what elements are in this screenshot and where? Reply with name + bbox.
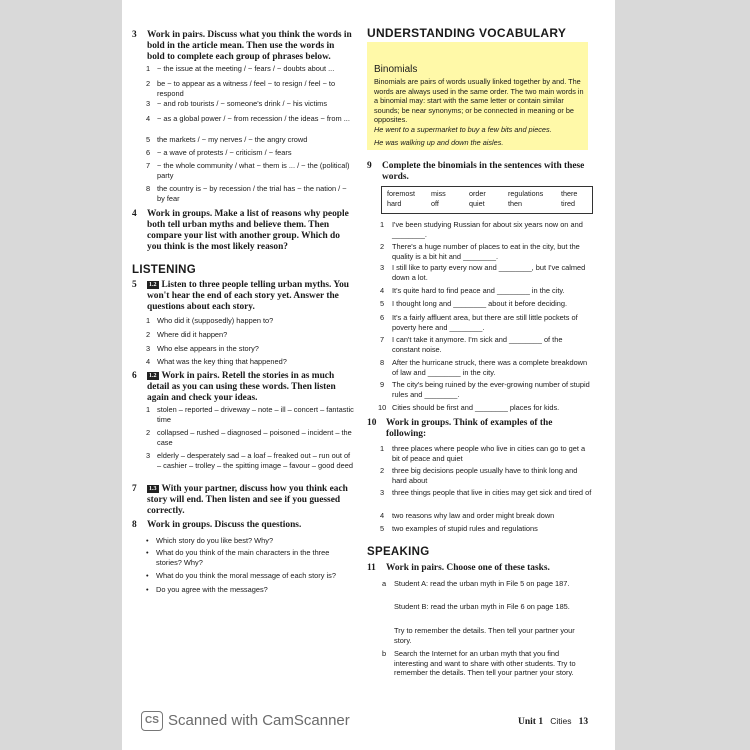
question-number: 9 — [367, 161, 372, 171]
question-9 — [367, 161, 589, 183]
task-a: a Student A: read the urban myth in File 5 on page 187. — [382, 579, 570, 588]
question-text: Work in groups. Discuss the questions. — [147, 520, 302, 530]
question-text: Listen to three people telling urban myths. You won't hear the end of each story yet. Answer the questions about each story. — [147, 280, 350, 312]
list-item: 4 two reasons why law and order might break down — [380, 511, 555, 520]
word: quiet — [469, 199, 485, 208]
question-6 — [132, 371, 354, 404]
list-item: 5 two examples of stupid rules and regulations — [380, 524, 538, 533]
speaking-heading: SPEAKING — [367, 546, 430, 558]
word-box — [381, 186, 593, 214]
binomials-text: Binomials are pairs of words usually linked together by and. The words are always used in the same order. The two main words in a binomial may: start with the same letter or contain similar sounds; be near synonyms; or be connected in meaning or be opposites. — [374, 77, 584, 125]
list-item: 8 After the hurricane struck, there was a complete breakdown of law and ________ in the city. — [380, 358, 588, 377]
question-number: 10 — [367, 418, 377, 428]
list-item: 2 be ~ to appear as a witness / feel ~ to resign / feel ~ to respond — [146, 79, 336, 98]
question-number: 5 — [132, 280, 137, 290]
word: order — [469, 189, 486, 198]
list-item: 2 Where did it happen? — [146, 330, 228, 339]
list-item: 1 three places where people who live in cities can go to get a bit of peace and quiet — [380, 444, 586, 463]
question-10 — [367, 418, 589, 440]
list-item: 2 collapsed – rushed – diagnosed – poisoned – incident – the case — [146, 428, 352, 447]
task-a-note: Try to remember the details. Then tell your partner your story. — [394, 626, 575, 645]
list-item: 3 elderly – desperately sad – a loaf – freaked out – run out of – cashier – trolley – the spitting image – favour – good deed — [146, 451, 353, 470]
binomials-title: Binomials — [374, 64, 418, 75]
word: foremost — [387, 189, 415, 198]
list-item: 4 It's quite hard to find peace and ________ in the city. — [380, 286, 565, 295]
list-item: 7 ~ the whole community / what ~ them is ... / ~ the (political) party — [146, 161, 350, 180]
question-number: 7 — [132, 484, 137, 494]
audio-track-icon: 1.2 — [149, 372, 157, 379]
unit-title: Cities — [550, 716, 572, 726]
task-b: b Search the Internet for an urban myth that you find interesting and want to share with other students. Try to remember the details. Then tell your partner your story. — [382, 649, 576, 678]
word: tired — [561, 199, 575, 208]
list-item: 3 ~ and rob tourists / ~ someone's drink / ~ his victims — [146, 99, 328, 108]
question-8 — [132, 520, 354, 531]
question-4 — [132, 209, 354, 253]
list-item: 1 stolen – reported – driveway – note – ill – concert – fantastic time — [146, 405, 354, 424]
question-text: Work in pairs. Retell the stories in as much detail as you can using these words. Then listen again and check your ideas. — [147, 371, 336, 403]
question-5 — [132, 280, 354, 313]
audio-track-icon: 1.2 — [149, 281, 157, 288]
list-item: 5 the markets / ~ my nerves / ~ the angry crowd — [146, 135, 308, 144]
list-item: 2 three big decisions people usually have to think long and hard about — [380, 466, 578, 485]
list-item: 1 I've been studying Russian for about six years now on and ________. — [380, 220, 583, 239]
question-text: Work in groups. Think of examples of the following: — [386, 418, 553, 439]
question-number: 11 — [367, 563, 376, 573]
listening-heading: LISTENING — [132, 264, 197, 276]
list-item: 1 Who did it (supposedly) happen to? — [146, 316, 274, 325]
word: regulations — [508, 189, 544, 198]
list-item: 5 I thought long and ________ about it before deciding. — [380, 299, 568, 308]
list-item: • Which story do you like best? Why? — [146, 536, 274, 545]
audio-track-icon: 1.3 — [149, 485, 157, 492]
list-item: 3 I still like to party every now and ________, but I've calmed down a lot. — [380, 263, 586, 282]
task-a-student-b: Student B: read the urban myth in File 6 on page 185. — [394, 602, 570, 611]
unit-label: Unit 1 — [518, 717, 544, 727]
question-text: Work in pairs. Discuss what you think the words in bold in the article mean. Then use the words in bold to complete each group of phrases below. — [147, 30, 352, 62]
list-item: 8 the country is ~ by recession / the trial has ~ the nation / ~ by fear — [146, 184, 347, 203]
list-item: 1 ~ the issue at the meeting / ~ fears / ~ doubts about ... — [146, 64, 335, 73]
list-item: 4 ~ as a global power / ~ from recession / the ideas ~ from ... — [146, 114, 350, 123]
question-3 — [132, 30, 354, 63]
camscanner-logo-icon: CS — [141, 711, 163, 731]
question-text: Work in groups. Make a list of reasons why people both tell urban myths and believe them. Then compare your list with another group. Which do you think is the most likely reason? — [147, 209, 349, 252]
list-item: 3 Who else appears in the story? — [146, 344, 259, 353]
word: off — [431, 199, 439, 208]
question-text: Complete the binomials in the sentences with these words. — [382, 161, 585, 182]
question-11 — [367, 563, 589, 574]
list-item: 7 I can't take it anymore. I'm sick and ________ of the constant noise. — [380, 335, 563, 354]
list-item: 10 Cities should be first and ________ places for kids. — [378, 403, 560, 412]
list-item: • What do you think the moral message of each story is? — [146, 571, 336, 580]
question-number: 4 — [132, 209, 137, 219]
question-number: 8 — [132, 520, 137, 530]
example-1: He went to a supermarket to buy a few bits and pieces. — [374, 125, 552, 134]
vocab-heading: UNDERSTANDING VOCABULARY — [367, 26, 567, 40]
example-2: He was walking up and down the aisles. — [374, 138, 504, 147]
question-7 — [132, 484, 354, 517]
word: there — [561, 189, 578, 198]
page-footer — [518, 716, 588, 727]
list-item: • What do you think of the main characters in the three stories? Why? — [146, 548, 330, 567]
list-item: 6 It's a fairly affluent area, but there are still little pockets of poverty here and ________. — [380, 313, 578, 332]
list-item: 6 ~ a wave of protests / ~ criticism / ~ fears — [146, 148, 292, 157]
word: hard — [387, 199, 402, 208]
question-text: Work in pairs. Choose one of these tasks. — [386, 563, 550, 573]
question-number: 6 — [132, 371, 137, 381]
question-number: 3 — [132, 30, 137, 40]
list-item: 3 three things people that live in cities may get sick and tired of — [380, 488, 592, 497]
list-item: 2 There's a huge number of places to eat in the city, but the quality is a bit hit and ________. — [380, 242, 580, 261]
scanner-watermark: Scanned with CamScanner — [168, 712, 350, 729]
list-item: 9 The city's being ruined by the ever-growing number of stupid rules and ________. — [380, 380, 590, 399]
question-text: With your partner, discuss how you think each story will end. Then listen and see if you guessed correctly. — [147, 484, 348, 516]
list-item: 4 What was the key thing that happened? — [146, 357, 287, 366]
page-number: 13 — [578, 717, 589, 727]
word: then — [508, 199, 522, 208]
word: miss — [431, 189, 446, 198]
list-item: • Do you agree with the messages? — [146, 585, 268, 594]
